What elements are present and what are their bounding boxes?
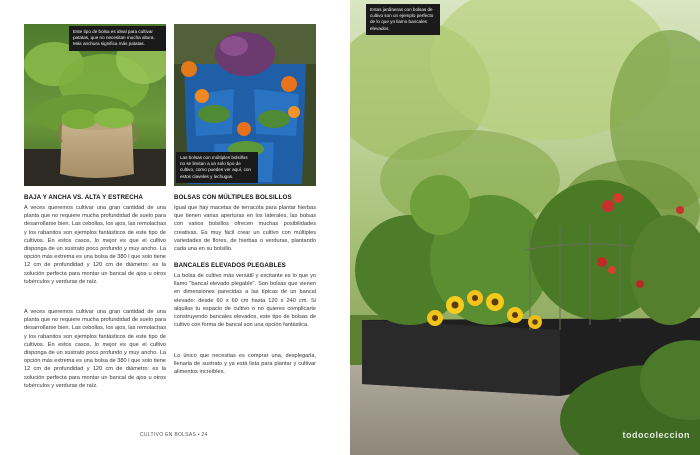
watermark: todocoleccion — [622, 430, 690, 440]
photo-caption — [69, 26, 166, 51]
potato-bag-photo — [24, 24, 166, 186]
caption-text: Este tipo de bolsa es ideal para cultivar patatas, que no necesitan mucha altura. Más anchura significa más patatas. — [73, 29, 155, 47]
body-paragraph: Lo único que necesitas es comprar una, desplegarla, llenarla de sustrato y ya está lista para plantar y cultivar alimentos increíbles. — [174, 353, 316, 376]
pocket-bag-photo — [174, 24, 316, 186]
caption-text: Estas jardineras con bolsas de cultivo son un ejemplo perfecto de lo que yo llamo bancales elevados. — [370, 7, 434, 31]
body-paragraph: Igual que hay macetas de terracota para plantar hierbas que tienen varias aperturas en los laterales, las bolsas con varios bolsillos ofrecen muchas posibilidades creativas. Es muy fácil crear un cultivo con múltiples variedades de flores, de hierbas o verduras, plantando cada una en su bolsillo. — [174, 205, 316, 253]
right-page — [350, 0, 700, 455]
photo-caption — [176, 152, 258, 183]
body-paragraph: A veces queremos cultivar una gran cantidad de una planta que no requiere mucha profundidad de suelo para desarrollarse bien. Las cebollas, los ajos, las remolachas y los rabanitos son ejemplos fantásticos de este tipo de cultivos. En estos casos, lo mejor es que el cultivo disponga de un sustrato poco profundo y muy ancho. La opción más extrema es una bolsa de 380 l que solo tiene 12 cm de profundidad y 120 cm de diámetro: es la solución perfecta para montar un bancal de ajos u otros tubérculos y verduras de raíz. — [24, 205, 166, 285]
section-heading: BOLSAS CON MÚLTIPLES BOLSILLOS — [174, 194, 292, 201]
photo-caption — [366, 4, 440, 35]
page-footer: CULTIVO EN BOLSAS • 24 — [140, 432, 208, 438]
section-heading: BAJA Y ANCHA VS. ALTA Y ESTRECHA — [24, 194, 143, 201]
body-paragraph: La bolsa de cultivo más versátil y excitante es lo que yo llamo "bancal elevado plegable". Son bolsas que vienen en dimensiones parecidas a las típicas de un bancal elevado: desde 60 x 60 cm hasta 120 x 240 cm. Si alquilas tu espacio de cultivo o no quieres complicarte construyendo bancales elevados, este tipo de bolsas de cultivo con forma de bancal son una opción fantástica. — [174, 273, 316, 329]
body-paragraph: A veces queremos cultivar una gran cantidad de una planta que no requiere mucha profundidad de suelo para desarrollarse bien. Las cebollas, los ajos, las remolachas y los rabanitos son ejemplos fantásticos de este tipo de cultivos. En estos casos, lo mejor es que el cultivo disponga de un sustrato poco profundo y muy ancho. La opción más extrema es una bolsa de 380 l que solo tiene 12 cm de profundidad y 120 cm de diámetro: es la solución perfecta para montar un bancal de ajos u otros tubérculos y verduras de raíz. — [24, 309, 166, 389]
caption-text: Las bolsas con múltiples bolsillos no se limitan a un solo tipo de cultivo, como puedes ver aquí, con estos claveles y lechugas. — [180, 155, 251, 179]
section-heading: BANCALES ELEVADOS PLEGABLES — [174, 262, 286, 269]
raised-bed-photo — [350, 0, 700, 455]
